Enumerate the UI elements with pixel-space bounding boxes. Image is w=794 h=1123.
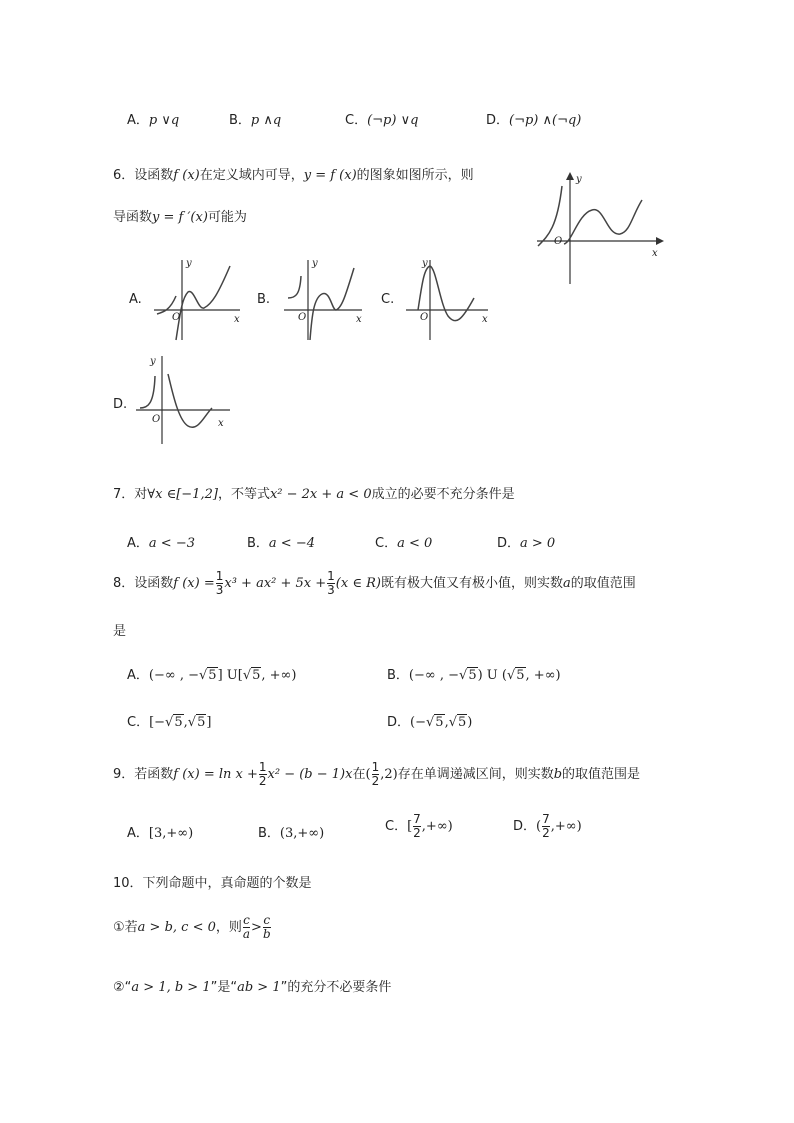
q9-option-c: [385, 813, 453, 840]
y-label: y: [312, 258, 318, 269]
x-label: x: [482, 314, 488, 325]
math-expr: [: [407, 819, 413, 834]
math-expr: ] U[: [217, 668, 243, 683]
q-text: 的取值范围是: [562, 767, 641, 782]
option-expr: p ∨q: [148, 113, 180, 128]
q5-option-b: [229, 109, 281, 128]
graph-curve: [310, 268, 354, 340]
math-expr: (−∞ , −: [148, 668, 199, 683]
numerator: 7: [542, 812, 550, 826]
option-expr: (3,+∞): [279, 826, 325, 841]
q6-line1: [113, 164, 474, 183]
q5-option-c: [345, 109, 418, 128]
x-arrow-icon: [656, 237, 664, 245]
item-number: ①: [113, 920, 125, 935]
sqrt-icon: √: [425, 715, 435, 730]
option-letter: B．: [229, 113, 251, 128]
graph-curve: [176, 266, 230, 340]
q8-option-a: [127, 664, 296, 683]
option-letter: B．: [258, 826, 280, 841]
y-label: y: [186, 258, 192, 269]
fraction: [327, 570, 335, 597]
q6-option-d-label: D.: [113, 397, 128, 412]
q-text: ，则: [215, 920, 242, 935]
denominator: a: [242, 927, 251, 941]
math-expr: ∀x ∈[−1,2]: [147, 487, 218, 502]
math-expr: ab > 1: [237, 980, 281, 995]
option-expr: p ∧q: [250, 113, 282, 128]
math-expr: (−: [410, 715, 426, 730]
numerator: 1: [371, 760, 380, 774]
option-letter: B．: [387, 668, 409, 683]
y-label: y: [422, 258, 428, 269]
q-text: 可能为: [207, 210, 247, 225]
option-letter: D．: [497, 536, 521, 551]
origin-label: O: [172, 312, 181, 323]
option-letter: C．: [375, 536, 398, 551]
math-expr: (: [536, 819, 542, 834]
option-expr: a < −4: [268, 536, 315, 551]
denominator: 2: [413, 826, 421, 840]
numerator: 1: [215, 569, 224, 583]
q7-option-b: [247, 532, 315, 551]
denominator: 2: [542, 826, 550, 840]
math-expr: ,: [183, 715, 188, 730]
math-expr: a > 1, b > 1: [131, 980, 211, 995]
q-number: 8．设函数: [113, 576, 174, 591]
q-text: 在: [352, 767, 366, 782]
math-expr: y = f (x): [303, 168, 357, 183]
option-expr: a < −3: [148, 536, 195, 551]
origin-label: O: [554, 236, 563, 247]
q8-option-d: [387, 711, 472, 730]
graph-curve-right: [564, 200, 642, 244]
math-expr: ) U (: [477, 668, 507, 683]
radicand: 5: [208, 668, 217, 683]
item-number: ②: [113, 980, 125, 995]
x-label: x: [218, 418, 224, 429]
denominator: 2: [258, 774, 267, 788]
sqrt-expr: [199, 667, 218, 683]
sqrt-icon: √: [448, 715, 457, 730]
fraction: [216, 570, 224, 597]
math-expr: x² − 2x + a < 0: [269, 487, 372, 502]
option-letter: A．: [127, 826, 149, 841]
q6-option-c-label: C.: [381, 292, 395, 307]
x-label: x: [234, 314, 240, 325]
sqrt-icon: √: [242, 668, 252, 683]
radicand: 5: [435, 715, 444, 730]
fraction: [259, 761, 267, 788]
q9-option-b: [258, 822, 324, 841]
math-expr: f (x): [173, 168, 200, 183]
q-text: 的图象如图所示，则: [356, 168, 474, 183]
option-expr: [3,+∞): [148, 826, 194, 841]
numerator: 1: [258, 760, 267, 774]
q6-option-c-graph: [404, 254, 492, 342]
q7-option-a: [127, 532, 195, 551]
option-letter: C．: [385, 819, 408, 834]
math-expr: y = f ′(x): [152, 210, 208, 225]
radicand: 5: [252, 668, 261, 683]
option-letter: A．: [127, 668, 149, 683]
q8-option-c: [127, 711, 211, 730]
fraction: [413, 813, 421, 840]
math-expr: [−: [149, 715, 166, 730]
q10-item-2: [113, 976, 391, 995]
math-var: a: [562, 576, 571, 591]
graph-curve: [140, 376, 155, 408]
q9-option-d: [513, 813, 582, 840]
y-label: y: [150, 356, 156, 367]
q6-line2: [113, 206, 247, 225]
q-number: 6．: [113, 168, 135, 183]
q7-option-d: [497, 532, 555, 551]
q6-option-b-label: B.: [257, 292, 271, 307]
q-number: 7．对: [113, 487, 148, 502]
option-letter: A．: [127, 536, 149, 551]
option-letter: D．: [387, 715, 411, 730]
q-text: 是: [113, 624, 127, 639]
math-expr: ,+∞): [421, 819, 453, 834]
math-expr: , +∞): [525, 668, 561, 683]
math-expr: ]: [206, 715, 212, 730]
x-label: x: [356, 314, 362, 325]
math-expr: f (x) = ln x +: [173, 767, 258, 782]
q-text: ，不等式: [217, 487, 270, 502]
q-text: 在定义域内可导，: [199, 168, 304, 183]
q-text: ”是“: [210, 980, 238, 995]
q6-option-b-graph: [282, 254, 368, 342]
fraction: [372, 761, 380, 788]
graph-curve: [168, 374, 212, 427]
y-label: y: [576, 174, 582, 185]
q-text: “: [124, 980, 132, 995]
sqrt-icon: √: [506, 668, 516, 683]
math-expr: x² − (b − 1)x: [267, 767, 353, 782]
radicand: 5: [516, 668, 525, 683]
q8-stem: [113, 570, 636, 597]
denominator: 2: [371, 774, 380, 788]
denominator: 3: [327, 583, 335, 597]
q-text: 既有极大值又有极小值，则实数: [380, 576, 563, 591]
sqrt-icon: √: [165, 715, 174, 730]
option-letter: C．: [127, 715, 150, 730]
x-label: x: [652, 248, 658, 259]
graph-curve: [288, 276, 301, 298]
math-expr: a > b, c < 0: [137, 920, 216, 935]
math-expr: ,2): [380, 767, 398, 782]
numerator: c: [263, 913, 271, 927]
option-letter: B．: [247, 536, 269, 551]
q8-option-b: [387, 664, 561, 683]
radicand: 5: [174, 715, 183, 730]
option-letter: D．: [486, 113, 510, 128]
math-expr: >: [251, 920, 262, 935]
q6-option-a-graph: [152, 254, 244, 342]
fraction: [243, 914, 250, 941]
q5-option-a: [127, 109, 179, 128]
option-expr: a > 0: [520, 536, 556, 551]
q-text: 存在单调递减区间，则实数: [397, 767, 554, 782]
q-text: ”的充分不必要条件: [280, 980, 392, 995]
q9-stem: [113, 761, 640, 788]
math-expr: x³ + ax² + 5x +: [224, 576, 327, 591]
y-arrow-icon: [566, 172, 574, 180]
math-expr: ,: [444, 715, 449, 730]
numerator: 7: [413, 812, 421, 826]
numerator: 1: [327, 569, 335, 583]
math-var: b: [553, 767, 563, 782]
q7-stem: [113, 483, 515, 502]
sqrt-icon: √: [187, 715, 197, 730]
math-expr: (−∞ , −: [408, 668, 460, 683]
q-number: 9．若函数: [113, 767, 174, 782]
q6-option-a-label: A.: [129, 292, 142, 307]
origin-label: O: [420, 312, 429, 323]
math-expr: ,+∞): [550, 819, 582, 834]
option-letter: C．: [345, 113, 368, 128]
numerator: c: [243, 913, 250, 927]
option-letter: D．: [513, 819, 537, 834]
radicand: 5: [468, 668, 477, 683]
q7-option-c: [375, 532, 432, 551]
math-expr: , +∞): [261, 668, 297, 683]
radicand: 5: [197, 715, 206, 730]
option-expr: a < 0: [397, 536, 433, 551]
q6-option-d-graph: [134, 350, 234, 446]
option-expr: (¬p) ∧(¬q): [509, 113, 582, 128]
q5-option-d: [486, 109, 581, 128]
q-text: 成立的必要不充分条件是: [371, 487, 515, 502]
fraction: [542, 813, 550, 840]
sqrt-icon: √: [199, 668, 208, 683]
q-text: 的取值范围: [570, 576, 636, 591]
q-text: 设函数: [134, 168, 174, 183]
q-text: 导函数: [113, 210, 153, 225]
option-expr: (¬p) ∨q: [367, 113, 419, 128]
math-expr: ): [467, 715, 473, 730]
q9-option-a: [127, 822, 193, 841]
math-expr: f (x) =: [173, 576, 215, 591]
main-function-graph: [532, 166, 668, 286]
origin-label: O: [298, 312, 307, 323]
denominator: b: [262, 927, 271, 941]
radicand: 5: [458, 715, 467, 730]
origin-label: O: [152, 414, 161, 425]
math-expr: (x ∈ R): [335, 576, 381, 591]
q10-item-1: [113, 914, 272, 941]
option-letter: A．: [127, 113, 149, 128]
math-expr: (: [365, 767, 371, 782]
sqrt-icon: √: [459, 668, 468, 683]
denominator: 3: [215, 583, 224, 597]
fraction: [263, 914, 271, 941]
q-text: 若: [124, 920, 138, 935]
q10-stem: 10．下列命题中，真命题的个数是: [113, 876, 312, 891]
